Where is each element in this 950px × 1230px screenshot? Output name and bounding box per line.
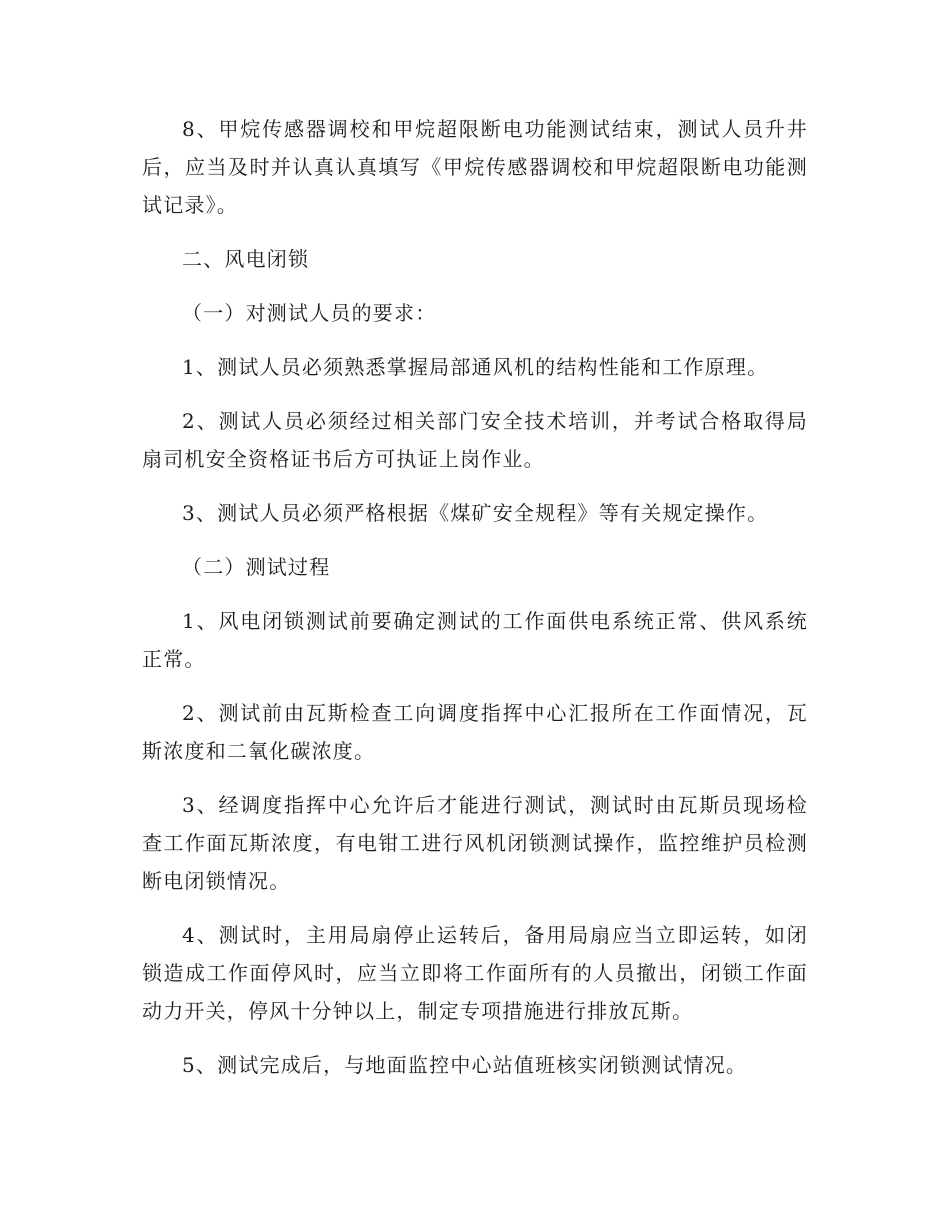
- subsection-heading-test-process: （二）测试过程: [182, 555, 331, 579]
- paragraph-requirement-3: 3、测试人员必须严格根据《煤矿安全规程》等有关规定操作。: [182, 501, 769, 525]
- subsection-heading-personnel-requirements: （一）对测试人员的要求：: [182, 301, 437, 325]
- paragraph-process-4: 4、测试时，主用局扇停止运转后，备用局扇应当立即运转，如闭锁造成工作面停风时，应当立即将工作面所有的人员撤出，闭锁工作面动力开关，停风十分钟以上，制定专项措施进行排放瓦斯。: [142, 923, 808, 1023]
- paragraph-item-8-record: 8、甲烷传感器调校和甲烷超限断电功能测试结束，测试人员升井后，应当及时并认真认真填写《甲烷传感器调校和甲烷超限断电功能测试记录》。: [142, 117, 808, 217]
- paragraph-process-5: 5、测试完成后，与地面监控中心站值班核实闭锁测试情况。: [182, 1053, 748, 1077]
- paragraph-requirement-2: 2、测试人员必须经过相关部门安全技术培训，并考试合格取得局扇司机安全资格证书后方可执证上岗作业。: [142, 409, 808, 471]
- section-heading-wind-power-lock: 二、风电闭锁: [182, 247, 310, 271]
- paragraph-requirement-1: 1、测试人员必须熟悉掌握局部通风机的结构性能和工作原理。: [182, 355, 769, 379]
- paragraph-process-1: 1、风电闭锁测试前要确定测试的工作面供电系统正常、供风系统正常。: [142, 609, 808, 671]
- document-body: [142, 110, 808, 1100]
- paragraph-process-2: 2、测试前由瓦斯检查工向调度指挥中心汇报所在工作面情况，瓦斯浓度和二氧化碳浓度。: [142, 701, 808, 763]
- paragraph-process-3: 3、经调度指挥中心允许后才能进行测试，测试时由瓦斯员现场检查工作面瓦斯浓度，有电钳工进行风机闭锁测试操作，监控维护员检测断电闭锁情况。: [142, 793, 808, 893]
